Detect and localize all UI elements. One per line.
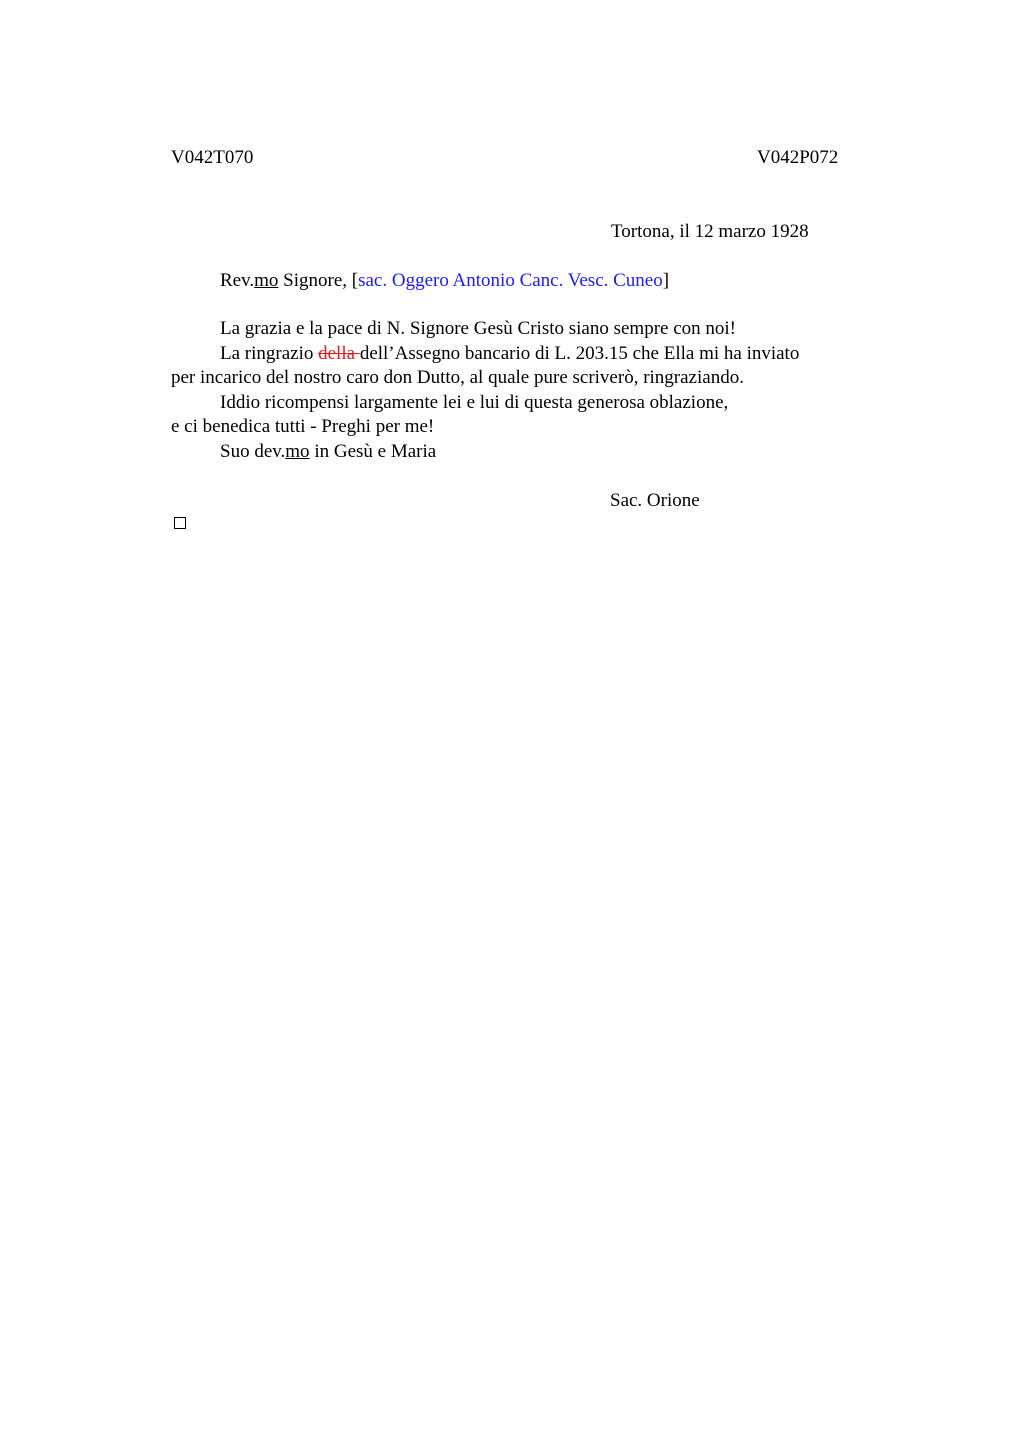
closing-rest: in Gesù e Maria (309, 441, 437, 462)
closing-prefix: Suo dev. (220, 441, 286, 462)
paragraph-blessing-line1: Iddio ricompensi largamente lei e lui di questa generosa oblazione, (220, 392, 729, 413)
document-code-right: V042P072 (757, 147, 839, 168)
document-code-left: V042T070 (171, 147, 254, 168)
place-date: Tortona, il 12 marzo 1928 (611, 221, 809, 242)
salutation-prefix: Rev. (220, 270, 255, 291)
salutation (220, 269, 669, 293)
recipient-note: sac. Oggero Antonio Canc. Vesc. Cuneo (358, 270, 663, 291)
salutation-abbrev: mo (254, 270, 279, 291)
paragraph-thanks-line1 (220, 342, 799, 366)
salutation-bracket: ] (662, 270, 670, 291)
paragraph-thanks-line2: per incarico del nostro caro don Dutto, al quale pure scriverò, ringraziando. (171, 367, 744, 388)
paragraph-blessing-line2: e ci benedica tutti - Preghi per me! (171, 416, 435, 437)
signature: Sac. Orione (610, 490, 700, 511)
salutation-word: Signore, [ (278, 270, 359, 291)
checkbox-icon (174, 517, 186, 529)
closing (220, 440, 436, 464)
thanks-rest: dell’Assegno bancario di L. 203.15 che Ella mi ha inviato (359, 343, 800, 364)
paragraph-greeting: La grazia e la pace di N. Signore Gesù Cristo siano sempre con noi! (220, 318, 737, 339)
struck-text: della (318, 343, 360, 364)
closing-abbrev: mo (285, 441, 310, 462)
thanks-start: La ringrazio (220, 343, 319, 364)
